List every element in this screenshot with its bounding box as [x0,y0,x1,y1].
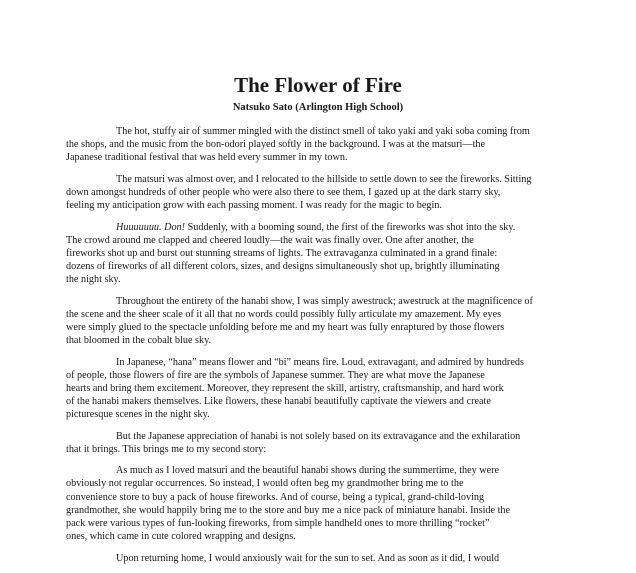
paragraph [66,173,532,213]
document-title: The Flower of Fire [234,73,402,97]
paragraph-line: In Japanese, “hana” means flower and “bi” means fire. Loud, extravagant, and admired by hundreds [116,356,524,368]
paragraph-line: the night sky. [66,274,121,286]
line-text: Suddenly, with a booming sound, the first of the fireworks was shot into the sky. [185,221,516,233]
paragraph-line: down amongst hundreds of other people who were also there to see them, I gazed up at the dark starry sky, [66,186,501,198]
paragraph-line: the shops, and the music from the bon-odori played softly in the background. I was at the matsuri—the [66,139,486,151]
paragraph-line: the scene and the sheer scale of it all that no words could possibly fully articulate my amazement. My eyes [66,308,502,320]
paragraph-line: hearts and bring them excitement. Moreover, they represent the skill, artistry, craftsmanship, and hard work [66,382,504,394]
paragraph [66,356,526,422]
paragraph-line: As much as I loved matsuri and the beautiful hanabi shows during the summertime, they were [116,465,500,477]
paragraph-line: of the hanabi makers themselves. Like flowers, these hanabi beautifully captivate the viewers and create [66,396,491,408]
paragraph-line: picturesque scenes in the night sky. [66,409,210,421]
paragraph-line: dozens of fireworks of all different colors, sizes, and designs simultaneously shot up, brightly illuminating [66,261,500,273]
paragraph [66,430,526,456]
document-body [66,125,533,573]
paragraph-line: that bloomed in the cobalt blue sky. [66,335,212,347]
paragraph-line: pack were various types of fun-looking fireworks, from simple handheld ones to more thrilling “rocket” [66,518,490,529]
paragraph-line: fireworks shot up and burst out stunning streams of lights. The extravaganza culminated in a grand finale: [66,247,498,259]
paragraph-line: The crowd around me clapped and cheered loudly—the wait was finally over. One after another, the [66,234,474,246]
paragraph [66,464,526,543]
paragraph-line: The hot, stuffy air of summer mingled with the distinct smell of tako yaki and yaki soba coming from [116,126,530,137]
paragraph-line: that it brings. This brings me to my second story: [66,443,267,455]
paragraph [66,295,533,348]
paragraph-line: grandmother, she would happily bring me to the store and buy me a nice pack of miniature hanabi. Inside the [66,504,511,516]
paragraph-line: The matsuri was almost over, and I relocated to the hillside to settle down to see the fireworks. Sitting [116,173,532,185]
document-author: Natsuko Sato (Arlington High School) [232,102,404,113]
paragraph-line: Throughout the entirety of the hanabi show, I was simply awestruck; awestruck at the magnificence of [116,295,533,307]
paragraph-line: convenience store to buy a pack of house fireworks. And of course, being a typical, grand-child-loving [66,491,485,503]
paragraph-line [66,221,526,234]
paragraph-line: Japanese traditional festival that was held every summer in my town. [66,152,348,164]
paragraph [66,552,526,565]
paragraph [66,221,526,287]
paragraph-line: of people, those flowers of fire are the symbols of Japanese summer. They are what move the Japanese [66,369,485,381]
paragraph-line: obviously not regular occurrences. So instead, I would often beg my grandmother bring me to the [66,478,464,490]
italic-lead-text: Huuuuuuu. Don! [116,221,186,233]
paragraph-line: But the Japanese appreciation of hanabi is not solely based on its extravagance and the exhilaration [116,430,521,442]
paragraph [66,125,530,165]
paragraph-line: feeling my anticipation grow with each passing moment. I was ready for the magic to begin. [66,200,442,212]
paragraph-line: were simply glued to the spectacle unfolding before me and my heart was fully enraptured by those flowers [66,322,505,333]
paragraph-line: ones, which came in cute colored wrapping and designs. [66,531,296,543]
paragraph-line: Upon returning home, I would anxiously wait for the sun to set. And as soon as it did, I would [116,552,500,564]
